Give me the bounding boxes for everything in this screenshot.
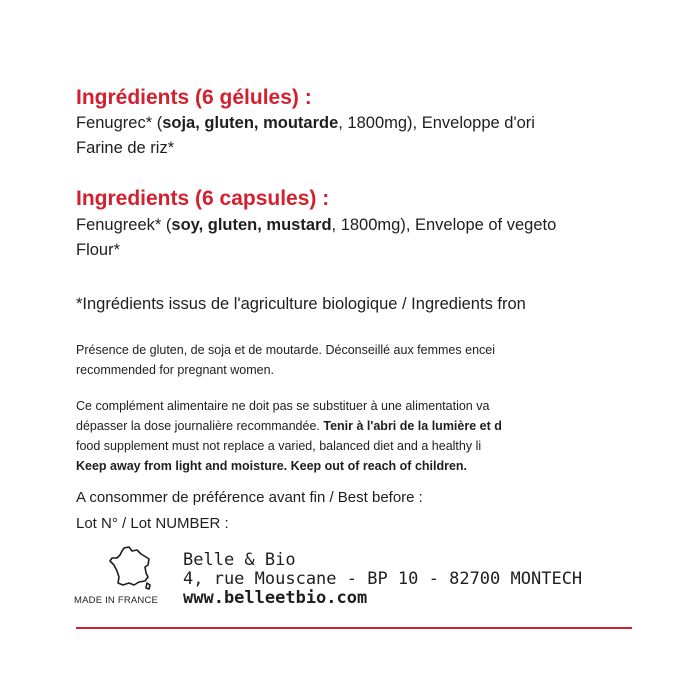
fr-ingredients-title: Ingrédients (6 gélules) :	[76, 86, 312, 109]
fr-ingredients-line1: Fenugrec* (soja, gluten, moutarde, 1800mg), Enveloppe d'ori	[76, 114, 535, 132]
organic-note: *Ingrédients issus de l'agriculture biologique / Ingredients fron	[76, 295, 526, 313]
notice-line1: Ce complément alimentaire ne doit pas se substituer à une alimentation va	[76, 399, 490, 413]
company-website[interactable]: www.belleetbio.com	[183, 588, 368, 608]
best-before: A consommer de préférence avant fin / Best before :	[76, 489, 423, 506]
red-divider	[76, 627, 632, 629]
fr-allergens: soja, gluten, moutarde	[162, 114, 339, 132]
en-ingredients-line2: Flour*	[76, 241, 121, 259]
en-ingredients-title: Ingredients (6 capsules) :	[76, 187, 330, 210]
company-name: Belle & Bio	[183, 550, 296, 570]
made-in-france: MADE IN FRANCE	[74, 595, 159, 606]
fr-ingredients-line2: Farine de riz*	[76, 139, 175, 157]
warning-line1: Présence de gluten, de soja et de moutarde. Déconseillé aux femmes encei	[76, 343, 495, 357]
en-allergens: soy, gluten, mustard	[171, 216, 332, 234]
france-map-icon	[108, 545, 154, 591]
notice-line4: Keep away from light and moisture. Keep out of reach of children.	[76, 459, 468, 473]
notice-line2: dépasser la dose journalière recommandée. Tenir à l'abri de la lumière et d	[76, 419, 502, 433]
lot-number: Lot N° / Lot NUMBER :	[76, 515, 229, 532]
notice-line3: food supplement must not replace a varied, balanced diet and a healthy li	[76, 439, 482, 453]
company-address: 4, rue Mouscane - BP 10 - 82700 MONTECH	[183, 569, 583, 589]
en-ingredients-line1: Fenugreek* (soy, gluten, mustard, 1800mg), Envelope of vegeto	[76, 216, 557, 234]
warning-line2: recommended for pregnant women.	[76, 363, 275, 377]
